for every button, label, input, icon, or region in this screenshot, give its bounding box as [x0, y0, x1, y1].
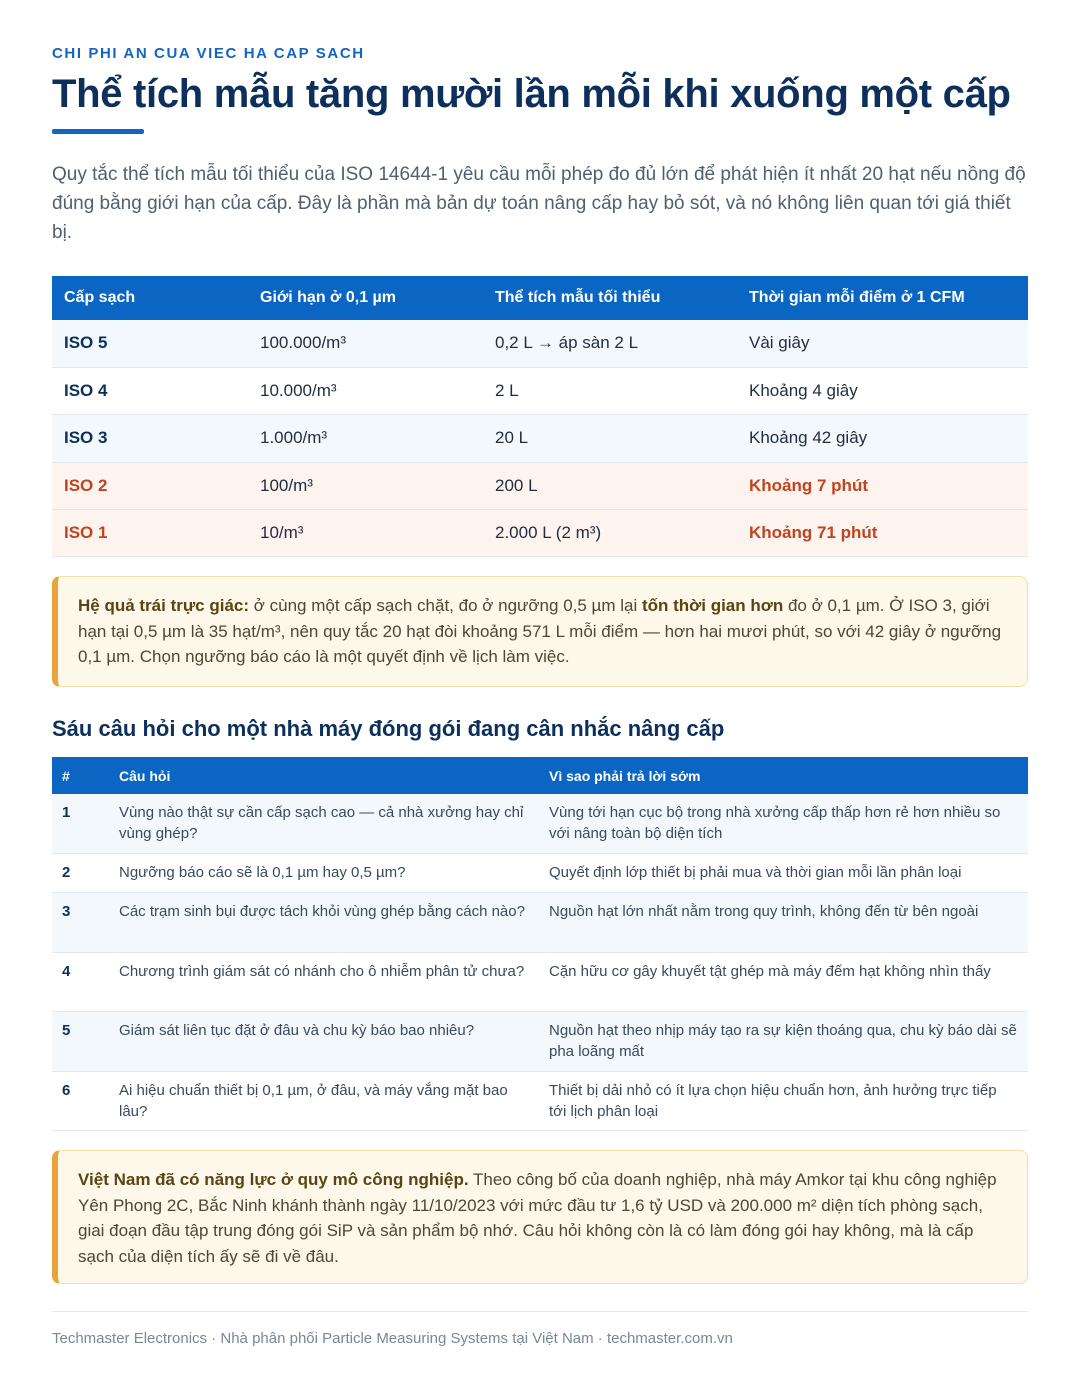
question-number: 4 [52, 952, 109, 1012]
table-row-warning [52, 510, 1028, 557]
grade-cell: ISO 4 [52, 367, 248, 414]
intro-paragraph: Quy tắc thể tích mẫu tối thiểu của ISO 14644-1 yêu cầu mỗi phép đo đủ lớn để phát hiện ít nhất 20 hạt nếu nồng độ đúng bằng giới hạn của cấp. Đây là phần mà bản dự toán nâng cấp hay bỏ sót, và nó không liên quan tới giá thiết bị. [52, 164, 1026, 243]
reason-cell: Cặn hữu cơ gây khuyết tật ghép mà máy đếm hạt không nhìn thấy [539, 952, 1028, 1012]
volume-col-header: Thể tích mẫu tối thiểu [483, 276, 737, 320]
table-row [52, 952, 1028, 1012]
reason-cell: Thiết bị dải nhỏ có ít lựa chọn hiệu chuẩn hơn, ảnh hưởng trực tiếp tới lịch phân loại [539, 1071, 1028, 1131]
vietnam-callout [52, 1150, 1028, 1284]
limit-cell: 1.000/m³ [248, 415, 483, 462]
volume-cell: 2.000 L (2 m³) [483, 510, 737, 557]
insight-callout [52, 576, 1028, 687]
title-underline [52, 129, 144, 134]
reason-cell: Vùng tới hạn cục bộ trong nhà xưởng cấp thấp hơn rẻ hơn nhiều so với nâng toàn bộ diện tích [539, 794, 1028, 854]
question-cell: Ai hiệu chuẩn thiết bị 0,1 µm, ở đâu, và máy vắng mặt bao lâu? [109, 1071, 539, 1131]
question-number: 5 [52, 1012, 109, 1072]
reason-cell: Nguồn hạt lớn nhất nằm trong quy trình, không đến từ bên ngoài [539, 893, 1028, 953]
callout-emphasis: tốn thời gian hơn [641, 596, 784, 615]
callout-lead: Việt Nam đã có năng lực ở quy mô công nghiệp. [78, 1170, 469, 1189]
question-cell: Ngưỡng báo cáo sẽ là 0,1 µm hay 0,5 µm? [109, 854, 539, 893]
limit-cell: 10/m³ [248, 510, 483, 557]
question-cell: Chương trình giám sát có nhánh cho ô nhiễm phân tử chưa? [109, 952, 539, 1012]
table-row [52, 367, 1028, 414]
time-cell: Khoảng 7 phút [737, 462, 1028, 509]
grade-cell: ISO 3 [52, 415, 248, 462]
grade-table [52, 276, 1028, 557]
table-row [52, 1012, 1028, 1072]
callout-text: đo ở 0,1 µm. Ở ISO 3, giới hạn tại 0,5 µm là 35 hạt/m³, nên quy tắc 20 hạt đòi khoảng 571 L mỗi điểm — hơn hai mươi phút, so với 42 giây ở ngưỡng 0,1 µm. Chọn ngưỡng báo cáo là một quyết định về lịch làm việc. [78, 596, 1002, 666]
volume-cell: 20 L [483, 415, 737, 462]
callout-text: ở cùng một cấp sạch chặt, đo ở ngưỡng 0,5 µm lại [249, 596, 642, 615]
table-row [52, 320, 1028, 367]
reason-cell: Nguồn hạt theo nhịp máy tạo ra sự kiện thoáng qua, chu kỳ báo dài sẽ pha loãng mất [539, 1012, 1028, 1072]
limit-col-header: Giới hạn ở 0,1 µm [248, 276, 483, 320]
time-cell: Khoảng 71 phút [737, 510, 1028, 557]
time-cell: Khoảng 4 giây [737, 367, 1028, 414]
question-cell: Giám sát liên tục đặt ở đâu và chu kỳ báo bao nhiêu? [109, 1012, 539, 1072]
grade-cell: ISO 5 [52, 320, 248, 367]
question-number: 6 [52, 1071, 109, 1131]
number-col-header: # [52, 757, 109, 794]
table-row [52, 893, 1028, 953]
section-title: Sáu câu hỏi cho một nhà máy đóng gói đang cân nhắc nâng cấp [52, 716, 725, 741]
eyebrow-label: CHI PHI AN CUA VIEC HA CAP SACH [52, 45, 365, 62]
question-col-header: Câu hỏi [109, 757, 539, 794]
reason-cell: Quyết định lớp thiết bị phải mua và thời gian mỗi lần phân loại [539, 854, 1028, 893]
footer-text: Techmaster Electronics · Nhà phân phối Particle Measuring Systems tại Việt Nam · techmaster.com.vn [52, 1330, 733, 1347]
grade-table-header [52, 276, 1028, 320]
volume-cell: 0,2 L → áp sàn 2 L [483, 320, 737, 367]
question-number: 2 [52, 854, 109, 893]
grade-col-header: Cấp sạch [52, 276, 248, 320]
volume-cell: 2 L [483, 367, 737, 414]
table-row-warning [52, 462, 1028, 509]
table-row [52, 794, 1028, 854]
reason-col-header: Vì sao phải trả lời sớm [539, 757, 1028, 794]
time-cell: Vài giây [737, 320, 1028, 367]
grade-cell: ISO 1 [52, 510, 248, 557]
limit-cell: 10.000/m³ [248, 367, 483, 414]
time-cell: Khoảng 42 giây [737, 415, 1028, 462]
time-col-header: Thời gian mỗi điểm ở 1 CFM [737, 276, 1028, 320]
table-row [52, 1071, 1028, 1131]
grade-cell: ISO 2 [52, 462, 248, 509]
volume-cell: 200 L [483, 462, 737, 509]
callout-text: Theo công bố của doanh nghiệp, nhà máy Amkor tại khu công nghiệp Yên Phong 2C, Bắc Ninh khánh thành ngày 11/10/2023 với mức đầu tư 1,6 tỷ USD và 200.000 m² diện tích phòng sạch, giai đoạn đầu tập trung đóng gói SiP và sản phẩm bộ nhớ. Câu hỏi không còn là có làm đóng gói hay không, mà là cấp sạch của diện tích ấy sẽ đi về đâu. [78, 1170, 997, 1266]
questions-table [52, 757, 1028, 1131]
question-cell: Vùng nào thật sự cần cấp sạch cao — cả nhà xưởng hay chỉ vùng ghép? [109, 794, 539, 854]
page-title: Thể tích mẫu tăng mười lần mỗi khi xuống một cấp [52, 72, 1011, 116]
footer-divider [52, 1311, 1028, 1312]
limit-cell: 100/m³ [248, 462, 483, 509]
question-number: 3 [52, 893, 109, 953]
table-row [52, 854, 1028, 893]
question-number: 1 [52, 794, 109, 854]
callout-lead: Hệ quả trái trực giác: [78, 596, 250, 615]
questions-table-header [52, 757, 1028, 794]
question-cell: Các trạm sinh bụi được tách khỏi vùng ghép bằng cách nào? [109, 893, 539, 953]
table-row [52, 415, 1028, 462]
limit-cell: 100.000/m³ [248, 320, 483, 367]
